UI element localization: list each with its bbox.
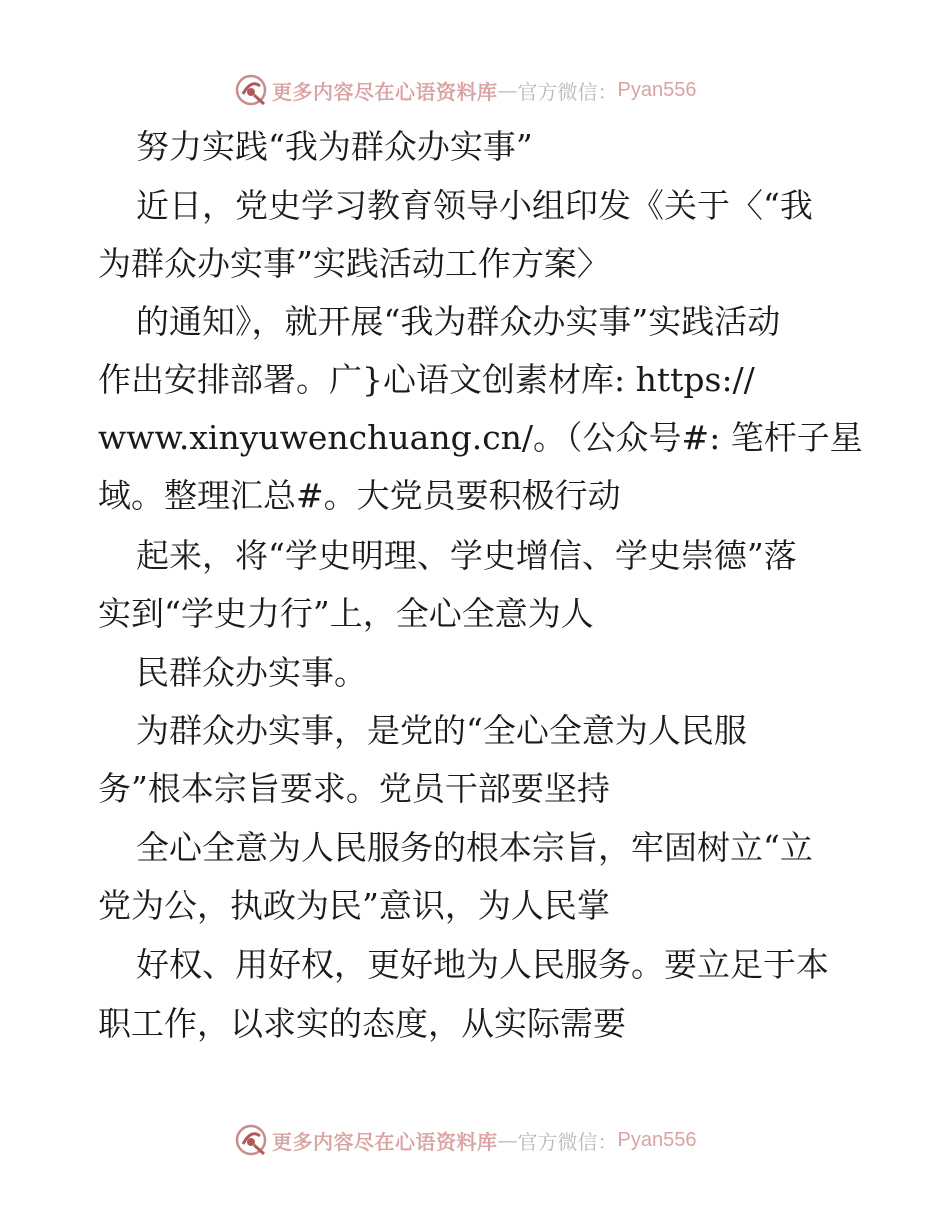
- banner-wechat-label: 官方微信：: [517, 79, 618, 104]
- text-line: 全心全意为人民服务的根本宗旨，牢固树立“立: [136, 828, 813, 867]
- text-line: www.xinyuwenchuang.cn/。（公众号#: 笔杆子星: [98, 418, 863, 457]
- footer-banner: [0, 1120, 950, 1160]
- text-line: 务”根本宗旨要求。党员干部要坚持: [98, 769, 610, 808]
- header-banner: [0, 70, 950, 110]
- text-line: 好权、用好权，更好地为人民服务。要立足于本: [136, 945, 829, 984]
- banner-separator: —: [497, 78, 518, 102]
- banner-wechat-id: Pyan556: [617, 1128, 697, 1151]
- banner-text: 更多内容尽在心语资料库: [272, 1129, 498, 1154]
- text-line: 起来，将“学史明理、学史增信、学史崇德”落: [136, 536, 797, 575]
- banner-separator: —: [497, 1128, 518, 1152]
- text-line: 为群众办实事”实践活动工作方案〉: [98, 244, 610, 283]
- text-line: 为群众办实事，是党的“全心全意为人民服: [136, 711, 747, 750]
- logo-icon: [234, 1123, 268, 1157]
- text-line: 域。整理汇总#。大党员要积极行动: [98, 476, 621, 515]
- text-line: 民群众办实事。: [136, 653, 367, 692]
- text-line: 努力实践“我为群众办实事”: [136, 127, 533, 166]
- text-line: 近日，党史学习教育领导小组印发《关于〈“我: [136, 186, 813, 225]
- logo-icon: [234, 73, 268, 107]
- banner-wechat-label: 官方微信：: [517, 1129, 618, 1154]
- text-line: 实到“学史力行”上，全心全意为人: [98, 594, 594, 633]
- text-line: 作出安排部署。广}心语文创素材库: https://: [98, 360, 755, 399]
- text-line: 党为公，执政为民”意识，为人民掌: [98, 886, 610, 925]
- text-line: 的通知》，就开展“我为群众办实事”实践活动: [136, 302, 781, 341]
- banner-wechat-id: Pyan556: [617, 78, 697, 101]
- banner-text: 更多内容尽在心语资料库: [272, 79, 498, 104]
- text-line: 职工作，以求实的态度，从实际需要: [98, 1004, 626, 1043]
